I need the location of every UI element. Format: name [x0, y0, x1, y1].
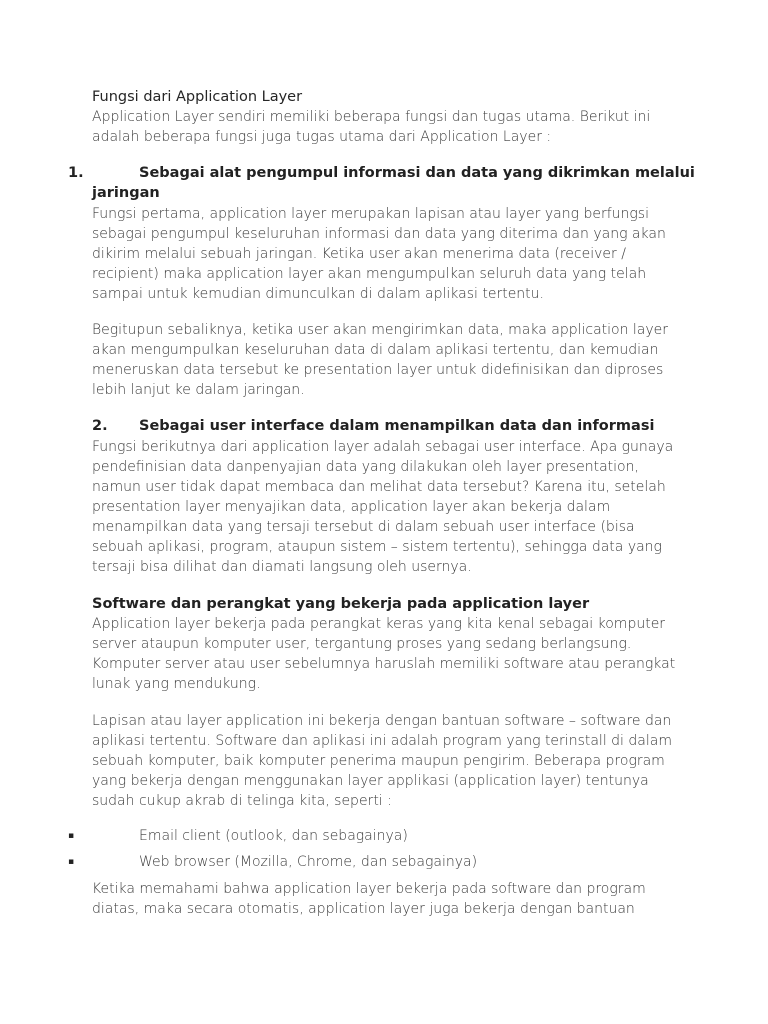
bullet-item-email-client: Email client (outlook, dan sebagainya): [139, 828, 408, 844]
bullet-marker-2: ▪: [68, 857, 75, 867]
section-3-heading: Software dan perangkat yang bekerja pada application layer: [92, 596, 590, 612]
section-2-number: 2.: [92, 418, 108, 434]
section-3-paragraph-1: Application layer bekerja pada perangkat keras yang kita kenal sebagai komputer server ataupun komputer user, tergantung proses yang sedang berlangsung. Komputer server atau user sebelumnya haruslah memiliki software atau perangkat lunak yang mendukung.: [92, 616, 676, 692]
section-1-heading-line2: jaringan: [92, 185, 160, 201]
section-3-paragraph-2: Lapisan atau layer application ini bekerja dengan bantuan software – software dan aplikasi tertentu. Software dan aplikasi ini adalah program yang terinstall di dalam sebuah komputer, baik komputer penerima maupun pengirim. Beberapa program yang bekerja dengan menggunakan layer applikasi (application layer) tentunya sudah cukup akrab di telinga kita, seperti :: [92, 713, 672, 809]
document-title: Fungsi dari Application Layer: [92, 89, 303, 105]
section-2-heading: Sebagai user interface dalam menampilkan data dan informasi: [139, 418, 655, 434]
bullet-marker-1: ▪: [68, 831, 75, 841]
section-1-paragraph-1: Fungsi pertama, application layer merupakan lapisan atau layer yang berfungsi sebagai pengumpul keseluruhan informasi dan data yang diterima dan yang akan dikirim melalui sebuah jaringan. Ketika user akan menerima data (receiver / recipient) maka application layer akan mengumpulkan seluruh data yang telah sampai untuk kemudian dimunculkan di dalam aplikasi tertentu.: [92, 206, 666, 302]
section-3-paragraph-3: Ketika memahami bahwa application layer bekerja pada software dan program diatas, maka secara otomatis, application layer juga bekerja dengan bantuan: [92, 881, 646, 917]
section-1-heading-line1: Sebagai alat pengumpul informasi dan data yang dikrimkan melalui: [139, 165, 695, 181]
section-1-paragraph-2: Begitupun sebaliknya, ketika user akan mengirimkan data, maka application layer akan mengumpulkan keseluruhan data di dalam aplikasi tertentu, dan kemudian meneruskan data tersebut ke presentation layer untuk didefinisikan dan diproses lebih lanjut ke dalam jaringan.: [92, 322, 669, 398]
bullet-item-web-browser: Web browser (Mozilla, Chrome, dan sebagainya): [139, 854, 478, 870]
section-1-number: 1.: [68, 165, 84, 181]
intro-paragraph: Application Layer sendiri memiliki beberapa fungsi dan tugas utama. Berikut ini adalah beberapa fungsi juga tugas utama dari Application Layer :: [92, 109, 651, 145]
section-2-paragraph: Fungsi berikutnya dari application layer adalah sebagai user interface. Apa gunaya pendefinisian data danpenyajian data yang dilakukan oleh layer presentation, namun user tidak dapat membaca dan melihat data tersebut? Karena itu, setelah presentation layer menyajikan data, application layer akan bekerja dalam menampilkan data yang tersaji tersebut di dalam sebuah user interface (bisa sebuah aplikasi, program, ataupun sistem – sistem tertentu), sehingga data yang tersaji bisa dilihat dan diamati langsung oleh usernya.: [92, 439, 674, 575]
